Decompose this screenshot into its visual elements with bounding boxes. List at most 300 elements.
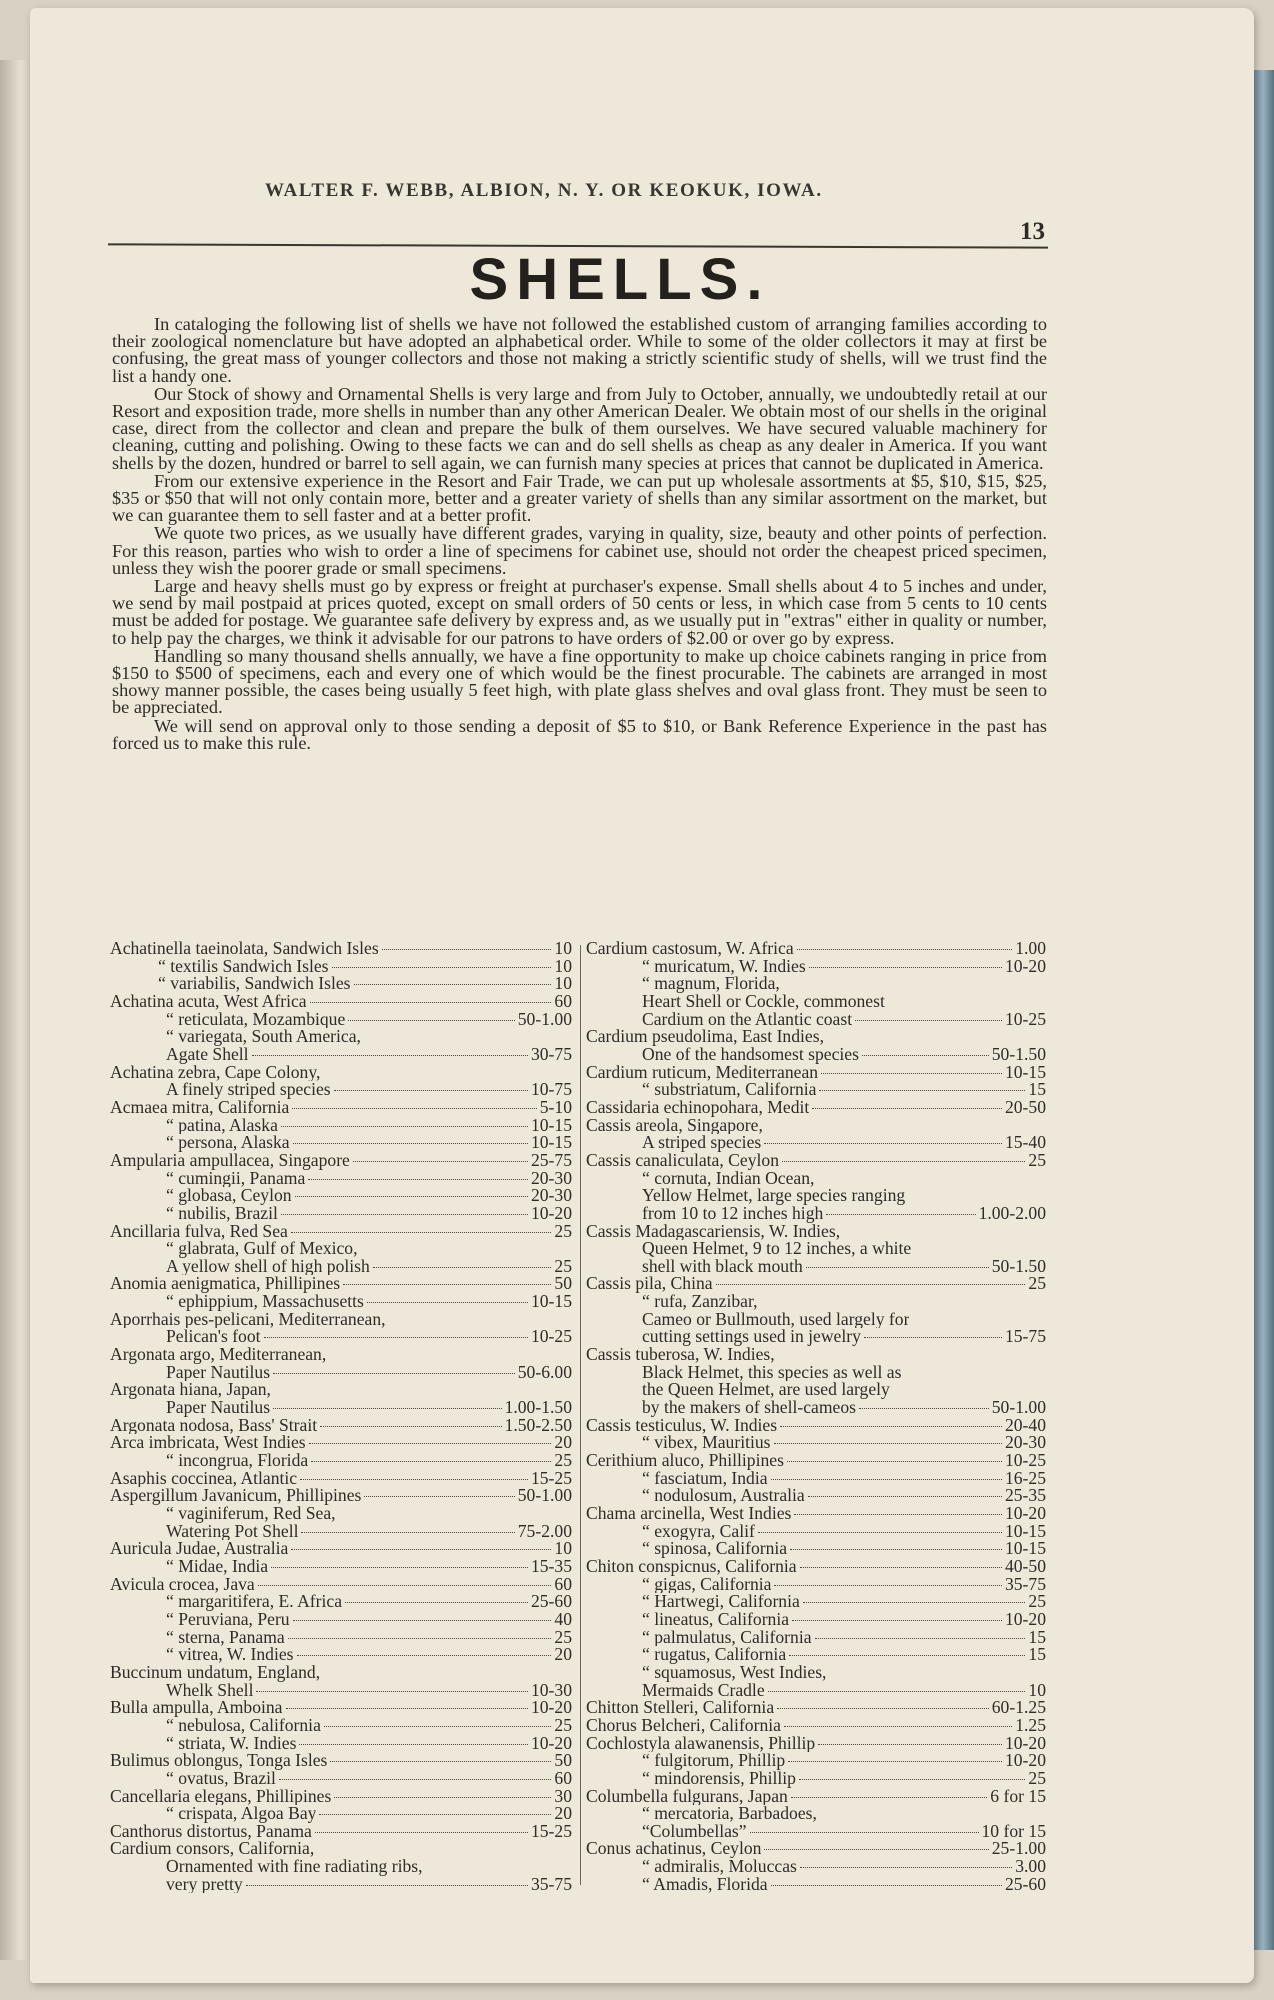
dot-leader bbox=[348, 1019, 514, 1021]
price-list-entry bbox=[110, 1399, 572, 1417]
species-name: Cassis tuberosa, W. Indies, bbox=[586, 1346, 775, 1364]
price: 15-25 bbox=[530, 1467, 572, 1488]
dot-leader bbox=[826, 1213, 975, 1215]
species-name: Avicula crocea, Java bbox=[110, 1575, 255, 1594]
price-list-entry bbox=[586, 1364, 1046, 1382]
intro-paragraph: We quote two prices, as we usually have different grades, varying in quality, size, beauty and other points of perfection. For this reason, parties who wish to order a line of specimens for cabinet use, should not order the cheapest priced specimen, unless they wish the poorer grade or small specimens. bbox=[112, 523, 1047, 578]
price-list-entry bbox=[586, 1223, 1046, 1241]
price-list-entry bbox=[586, 940, 1046, 958]
species-name: Bulimus oblongus, Tonga Isles bbox=[110, 1752, 328, 1770]
dot-leader bbox=[789, 1654, 1025, 1656]
species-name: Yellow Helmet, large species ranging bbox=[642, 1187, 906, 1205]
species-name: “ variegata, South America, bbox=[166, 1028, 361, 1046]
price-list-entry bbox=[586, 1149, 1046, 1170]
price: 50-1.00 bbox=[517, 1485, 572, 1506]
price-list-entry bbox=[586, 1540, 1046, 1558]
species-name: Conus achatinus, Ceylon bbox=[586, 1840, 762, 1859]
species-name: “ Peruviana, Peru bbox=[166, 1610, 290, 1629]
price-list-entry bbox=[110, 1452, 572, 1470]
price-list-entry bbox=[110, 1240, 572, 1258]
intro-paragraph: Handling so many thousand shells annually, we have a fine opportunity to make up choice cabinets ranging in price from $150 to $500 of specimens, each and every one of which would be the finest procurable. The cabinets are arranged in most showy manner possible, the cases being usually 5 feet high, with plate glass shelves and oval glass front. They must be seen to be appreciated. bbox=[112, 645, 1047, 718]
price: 15-25 bbox=[530, 1820, 572, 1841]
price-list-entry bbox=[110, 1328, 572, 1346]
species-name: “ gigas, California bbox=[642, 1575, 772, 1594]
species-name: “ mindorensis, Phillip bbox=[642, 1769, 796, 1788]
price: 5-10 bbox=[539, 1096, 572, 1117]
price-list-entry bbox=[586, 1767, 1046, 1788]
dot-leader bbox=[300, 1478, 528, 1480]
dot-leader bbox=[812, 1107, 1002, 1109]
price-list-entry bbox=[110, 1840, 572, 1858]
price: 50-6.00 bbox=[517, 1361, 572, 1382]
price-list-entry bbox=[110, 1873, 572, 1894]
species-name: “ lineatus, California bbox=[642, 1610, 790, 1629]
species-name: “Columbellas” bbox=[642, 1822, 747, 1841]
intro-text bbox=[112, 316, 1047, 753]
price-list-entry bbox=[586, 1275, 1046, 1293]
price: 50-1.50 bbox=[991, 1043, 1046, 1064]
price-list-entry bbox=[586, 1555, 1046, 1576]
dot-leader bbox=[750, 1831, 979, 1833]
dot-leader bbox=[252, 1054, 528, 1056]
species-name: Black Helmet, this species as well as bbox=[642, 1363, 902, 1382]
price-list-entry bbox=[110, 990, 572, 1011]
price: 10-20 bbox=[530, 1697, 572, 1718]
dot-leader bbox=[800, 1866, 1012, 1868]
price-list-entry bbox=[110, 1361, 572, 1382]
dot-leader bbox=[784, 1725, 1012, 1727]
price: 25 bbox=[1028, 1149, 1046, 1170]
price-list-entry bbox=[586, 1293, 1046, 1311]
price-list-entry bbox=[110, 1149, 572, 1170]
dot-leader bbox=[291, 1548, 551, 1550]
dot-leader bbox=[332, 966, 552, 968]
dot-leader bbox=[771, 1884, 1002, 1886]
species-name: shell with black mouth bbox=[642, 1257, 803, 1276]
price-list-entry bbox=[586, 1732, 1046, 1753]
species-name: Cardium pseudolima, East Indies, bbox=[586, 1028, 824, 1046]
price-list-entry bbox=[586, 1505, 1046, 1523]
dot-leader bbox=[782, 1160, 1025, 1162]
price-list-entry bbox=[586, 1820, 1046, 1841]
price-list-entry bbox=[586, 1646, 1046, 1664]
species-name: Chorus Belcheri, California bbox=[586, 1716, 781, 1735]
species-name: Buccinum undatum, England, bbox=[110, 1663, 321, 1682]
column-divider bbox=[580, 945, 581, 1885]
dot-leader bbox=[788, 1760, 1002, 1762]
price: 10-15 bbox=[530, 1291, 572, 1312]
price: 20-30 bbox=[530, 1185, 572, 1206]
dot-leader bbox=[855, 1019, 1002, 1021]
species-name: Cardium consors, California, bbox=[110, 1840, 315, 1859]
species-name: “ glabrata, Gulf of Mexico, bbox=[166, 1240, 358, 1258]
previous-page-edge bbox=[0, 60, 34, 1960]
price-list-entry bbox=[110, 1043, 572, 1064]
species-name: Cassis areola, Singapore, bbox=[586, 1116, 763, 1135]
price: 75-2.00 bbox=[517, 1520, 572, 1541]
species-name: Argonata argo, Mediterranean, bbox=[110, 1346, 327, 1364]
species-name: “ vibex, Mauritius bbox=[642, 1434, 771, 1453]
dot-leader bbox=[324, 1725, 552, 1727]
species-name: Ornamented with fine radiating ribs, bbox=[166, 1858, 423, 1876]
price: 10-30 bbox=[530, 1679, 572, 1700]
species-name: Cassis testiculus, W. Indies bbox=[586, 1416, 778, 1435]
dot-leader bbox=[299, 1743, 527, 1745]
species-name: Cassis pila, China bbox=[586, 1275, 713, 1294]
price-list-entry bbox=[586, 1043, 1046, 1064]
price-list-entry bbox=[586, 1328, 1046, 1346]
species-name: Aporrhais pes-pelicani, Mediterranean, bbox=[110, 1310, 386, 1329]
price-list-entry bbox=[586, 1752, 1046, 1770]
price: 20-30 bbox=[530, 1167, 572, 1188]
price-list-entry bbox=[110, 1255, 572, 1276]
price-list-entry bbox=[586, 1679, 1046, 1700]
dot-leader bbox=[797, 948, 1013, 950]
price: 25 bbox=[554, 1255, 572, 1276]
dot-leader bbox=[790, 1548, 1002, 1550]
price-list-entry bbox=[586, 1096, 1046, 1117]
price-list-entry bbox=[586, 1346, 1046, 1364]
price-list-entry bbox=[586, 1520, 1046, 1541]
dot-leader bbox=[771, 1478, 1002, 1480]
price-list-entry bbox=[586, 1714, 1046, 1735]
price: 10-20 bbox=[1004, 1608, 1046, 1629]
species-name: “ nodulosum, Australia bbox=[642, 1487, 805, 1505]
price: 25-60 bbox=[530, 1591, 572, 1612]
price-list-entry bbox=[110, 1767, 572, 1788]
price-list-entry bbox=[110, 1346, 572, 1364]
price-list-entry bbox=[110, 1555, 572, 1576]
running-head: WALTER F. WEBB, ALBION, N. Y. OR KEOKUK, IOWA. bbox=[265, 180, 823, 201]
dot-leader bbox=[271, 1566, 528, 1568]
dot-leader bbox=[764, 1848, 988, 1850]
price: 15 bbox=[1028, 1644, 1046, 1665]
price: 50 bbox=[554, 1273, 572, 1294]
species-name: “ textilis Sandwich Isles bbox=[158, 957, 329, 976]
dot-leader bbox=[864, 1336, 1002, 1338]
species-name: Auricula Judae, Australia bbox=[110, 1540, 289, 1558]
species-name: Acmaea mitra, California bbox=[110, 1098, 290, 1117]
price-list-entry bbox=[110, 1434, 572, 1452]
price: 10-15 bbox=[530, 1132, 572, 1153]
dot-leader bbox=[343, 1283, 551, 1285]
price: 25 bbox=[554, 1714, 572, 1735]
species-name: Cassis Madagascariensis, W. Indies, bbox=[586, 1222, 841, 1241]
dot-leader bbox=[777, 1707, 989, 1709]
dot-leader bbox=[279, 1778, 551, 1780]
species-name: “ striata, W. Indies bbox=[166, 1734, 297, 1753]
price-list-entry bbox=[110, 1679, 572, 1700]
species-name: “ vaginiferum, Red Sea, bbox=[166, 1505, 336, 1523]
price-list-entry bbox=[586, 1311, 1046, 1329]
species-name: Whelk Shell bbox=[166, 1681, 254, 1700]
price-list-entry bbox=[586, 1467, 1046, 1488]
price-list-entry bbox=[586, 1487, 1046, 1505]
species-name: “ squamosus, West Indies, bbox=[642, 1663, 827, 1682]
intro-paragraph: In cataloging the following list of shells we have not followed the established custom of arranging families according to their zoological nomenclature but have adopted an alphabetical order. While to some of the older collectors it may at first be confusing, the great mass of younger collectors and those not making a strictly scientific study of shells, will we trust find the list a handy one. bbox=[112, 314, 1047, 386]
price-list-right-column bbox=[586, 940, 1046, 1893]
price-list-entry bbox=[110, 1520, 572, 1541]
species-name: Anomia aenigmatica, Phillipines bbox=[110, 1275, 341, 1294]
species-name: One of the handsomest species bbox=[642, 1045, 859, 1064]
species-name: “ variabilis, Sandwich Isles bbox=[158, 975, 351, 993]
species-name: Mermaids Cradle bbox=[642, 1681, 765, 1700]
price: 25 bbox=[1028, 1273, 1046, 1294]
dot-leader bbox=[859, 1407, 989, 1409]
price: 60-1.25 bbox=[991, 1697, 1046, 1718]
species-name: “ palmulatus, California bbox=[642, 1628, 812, 1647]
price: 10-15 bbox=[1004, 1520, 1046, 1541]
price: 25 bbox=[1028, 1767, 1046, 1788]
price: 10-25 bbox=[1004, 1450, 1046, 1471]
price-list-entry bbox=[110, 1752, 572, 1770]
dot-leader bbox=[293, 1619, 552, 1621]
price: 25-60 bbox=[1004, 1873, 1046, 1894]
price-list-entry bbox=[586, 1573, 1046, 1594]
price: 15 bbox=[1028, 1626, 1046, 1647]
species-name: “ patina, Alaska bbox=[166, 1116, 278, 1135]
dot-leader bbox=[716, 1283, 1026, 1285]
price-list-entry bbox=[586, 1240, 1046, 1258]
species-name: “ mercatoria, Barbadoes, bbox=[642, 1805, 817, 1823]
price-list-entry bbox=[110, 1414, 572, 1435]
price-list-entry bbox=[586, 1008, 1046, 1029]
price: 25-1.00 bbox=[991, 1838, 1046, 1859]
page-title: SHELLS. bbox=[469, 247, 771, 312]
price-list-entry bbox=[110, 1785, 572, 1806]
price-list-entry bbox=[110, 1220, 572, 1241]
species-name: A yellow shell of high polish bbox=[166, 1257, 370, 1276]
dot-leader bbox=[821, 1072, 1002, 1074]
dot-leader bbox=[258, 1584, 552, 1586]
price-list-entry bbox=[110, 1608, 572, 1629]
price-list-entry bbox=[586, 1434, 1046, 1452]
intro-paragraph: Large and heavy shells must go by express or freight at purchaser's expense. Small shells about 4 to 5 inches and under, we send by mail postpaid at prices quoted, except on small orders of 50 cents or less, in which case from 5 cents to 10 cents must be added for postage. We guarantee safe delivery by express and, as we usually put in "extras" either in quality or number, to help pay the charges, we think it advisable for our patrons to have orders of $2.00 or over go by express. bbox=[112, 576, 1047, 648]
price: 30 bbox=[554, 1785, 572, 1806]
dot-leader bbox=[295, 1195, 528, 1197]
dot-leader bbox=[808, 1495, 1002, 1497]
species-name: from 10 to 12 inches high bbox=[642, 1204, 824, 1223]
dot-leader bbox=[787, 1460, 1002, 1462]
dot-leader bbox=[345, 1601, 528, 1603]
price-list-entry bbox=[110, 1858, 572, 1876]
price: 1.00 bbox=[1015, 938, 1046, 958]
price: 20-50 bbox=[1004, 1096, 1046, 1117]
price-list-entry bbox=[110, 975, 572, 993]
species-name: cutting settings used in jewelry bbox=[642, 1328, 861, 1347]
price-list-entry bbox=[586, 1664, 1046, 1682]
price-list-entry bbox=[586, 1873, 1046, 1894]
species-name: “ globasa, Ceylon bbox=[166, 1187, 292, 1205]
species-name: Watering Pot Shell bbox=[166, 1522, 299, 1541]
dot-leader bbox=[774, 1442, 1002, 1444]
price-list-entry bbox=[586, 1134, 1046, 1152]
dot-leader bbox=[293, 1142, 528, 1144]
price: 1.00-1.50 bbox=[504, 1397, 572, 1418]
dot-leader bbox=[794, 1513, 1002, 1515]
price-list-entry bbox=[110, 1275, 572, 1293]
species-name: Asaphis coccinea, Atlantic bbox=[110, 1469, 298, 1488]
species-name: Cardium on the Atlantic coast bbox=[642, 1010, 853, 1029]
price: 10-25 bbox=[530, 1326, 572, 1347]
price-list-entry bbox=[586, 1452, 1046, 1470]
dot-leader bbox=[288, 1637, 552, 1639]
price: 50 bbox=[554, 1750, 572, 1771]
dot-leader bbox=[364, 1495, 514, 1497]
dot-leader bbox=[800, 1566, 1002, 1568]
price-list-entry bbox=[586, 993, 1046, 1011]
species-name: “ vitrea, W. Indies bbox=[166, 1646, 294, 1664]
species-name: Heart Shell or Cockle, commonest bbox=[642, 992, 885, 1011]
species-name: Achatina acuta, West Africa bbox=[110, 992, 307, 1011]
species-name: “ Midae, India bbox=[166, 1557, 269, 1576]
price: 40 bbox=[554, 1608, 572, 1629]
price-list-entry bbox=[586, 1840, 1046, 1858]
species-name: “ admiralis, Moluccas bbox=[642, 1858, 797, 1876]
price-list-entry bbox=[110, 1381, 572, 1399]
species-name: “ fulgitorum, Phillip bbox=[642, 1752, 786, 1770]
price: 10-20 bbox=[1004, 955, 1046, 976]
intro-paragraph: From our extensive experience in the Resort and Fair Trade, we can put up wholesale assortments at $5, $10, $15, $25, $35 or $50 that will not only contain more, better and a greater variety of shells than any similar assortment on the market, but we can guarantee them to sell faster and at a better profit. bbox=[112, 470, 1047, 526]
dot-leader bbox=[354, 983, 552, 985]
price-list-entry bbox=[586, 1593, 1046, 1611]
price: 10 bbox=[1028, 1679, 1046, 1700]
price-list-entry bbox=[586, 1170, 1046, 1188]
price: 40-50 bbox=[1004, 1555, 1046, 1576]
price-list-entry bbox=[110, 1593, 572, 1611]
species-name: Queen Helmet, 9 to 12 inches, a white bbox=[642, 1240, 912, 1258]
species-name: Aspergillum Javanicum, Phillipines bbox=[110, 1487, 362, 1505]
price: 16-25 bbox=[1004, 1467, 1046, 1488]
species-name: Ampularia ampullacea, Singapore bbox=[110, 1151, 350, 1170]
dot-leader bbox=[273, 1372, 515, 1374]
price-list-entry bbox=[586, 1626, 1046, 1647]
dot-leader bbox=[291, 1231, 552, 1233]
species-name: Cochlostyla alawanensis, Phillip bbox=[586, 1734, 816, 1753]
price: 15-75 bbox=[1004, 1326, 1046, 1347]
price: 50-1.00 bbox=[991, 1397, 1046, 1418]
price: 20 bbox=[554, 1644, 572, 1665]
dot-leader bbox=[382, 948, 552, 950]
price-list-entry bbox=[586, 1414, 1046, 1435]
price: 20 bbox=[554, 1432, 572, 1453]
species-name: Pelican's foot bbox=[166, 1328, 261, 1347]
dot-leader bbox=[315, 1831, 528, 1833]
price-list-entry bbox=[110, 1064, 572, 1082]
price-list-entry bbox=[586, 1061, 1046, 1082]
price: 3.00 bbox=[1015, 1856, 1046, 1877]
species-name: Columbella fulgurans, Japan bbox=[586, 1787, 788, 1806]
price: 10-20 bbox=[1004, 1750, 1046, 1771]
price: 10 bbox=[554, 1538, 572, 1559]
species-name: Arca imbricata, West Indies bbox=[110, 1434, 306, 1453]
price: 10-20 bbox=[530, 1732, 572, 1753]
dot-leader bbox=[862, 1054, 989, 1056]
price: 10-25 bbox=[1004, 1008, 1046, 1029]
price-list-entry bbox=[110, 1293, 572, 1311]
price: 20-40 bbox=[1004, 1414, 1046, 1435]
price-list-entry bbox=[110, 1573, 572, 1594]
price-list-entry bbox=[110, 1134, 572, 1152]
species-name: “ spinosa, California bbox=[642, 1540, 788, 1558]
price: 35-75 bbox=[1004, 1573, 1046, 1594]
blue-cover-edge bbox=[1252, 70, 1274, 1950]
species-name: Cardium ruticum, Mediterranean bbox=[586, 1063, 819, 1082]
species-name: “ exogyra, Calif bbox=[642, 1522, 755, 1541]
price-list-entry bbox=[110, 1167, 572, 1188]
price-list-entry bbox=[586, 1187, 1046, 1205]
price-list-entry bbox=[110, 1081, 572, 1099]
price: 15-40 bbox=[1004, 1132, 1046, 1153]
price-list-entry bbox=[586, 1255, 1046, 1276]
price-list-entry bbox=[586, 1381, 1046, 1399]
price-list-entry bbox=[110, 1467, 572, 1488]
species-name: “ rugatus, California bbox=[642, 1646, 787, 1664]
species-name: Ancillaria fulva, Red Sea bbox=[110, 1222, 288, 1241]
species-name: by the makers of shell-cameos bbox=[642, 1399, 856, 1417]
price-list-entry bbox=[586, 1028, 1046, 1046]
price: 25 bbox=[1028, 1591, 1046, 1612]
dot-leader bbox=[799, 1778, 1025, 1780]
price-list-entry bbox=[586, 1858, 1046, 1876]
species-name: Chiton conspicnus, California bbox=[586, 1557, 797, 1576]
dot-leader bbox=[809, 966, 1002, 968]
species-name: “ Hartwegi, California bbox=[642, 1593, 800, 1611]
species-name: Cancellaria elegans, Phillipines bbox=[110, 1787, 332, 1806]
dot-leader bbox=[281, 1213, 528, 1215]
species-name: A finely striped species bbox=[166, 1081, 331, 1099]
species-name: Cameo or Bullmouth, used largely for bbox=[642, 1310, 910, 1329]
dot-leader bbox=[803, 1601, 1026, 1603]
price-list-entry bbox=[586, 1805, 1046, 1823]
dot-leader bbox=[319, 1813, 551, 1815]
price-list-entry bbox=[110, 1505, 572, 1523]
species-name: Chitton Stelleri, California bbox=[586, 1699, 775, 1717]
dot-leader bbox=[297, 1654, 552, 1656]
species-name: Paper Nautilus bbox=[166, 1363, 271, 1382]
price: 10-20 bbox=[1004, 1503, 1046, 1523]
dot-leader bbox=[273, 1407, 501, 1409]
price-list-entry bbox=[110, 1805, 572, 1823]
price: 10-15 bbox=[1004, 1538, 1046, 1559]
species-name: “ cumingii, Panama bbox=[166, 1169, 306, 1188]
price: 20 bbox=[554, 1803, 572, 1824]
price-list-entry bbox=[110, 1646, 572, 1664]
price: 10 for 15 bbox=[981, 1820, 1046, 1841]
species-name: the Queen Helmet, are used largely bbox=[642, 1381, 890, 1400]
price-list-entry bbox=[110, 1114, 572, 1135]
dot-leader bbox=[806, 1266, 989, 1268]
price-list-entry bbox=[586, 1202, 1046, 1223]
price-list-entry bbox=[110, 1714, 572, 1735]
dot-leader bbox=[330, 1760, 551, 1762]
species-name: A striped species bbox=[642, 1134, 762, 1152]
species-name: “ Amadis, Florida bbox=[642, 1875, 768, 1894]
price: 60 bbox=[554, 1767, 572, 1788]
price-list-entry bbox=[110, 940, 572, 958]
dot-leader bbox=[353, 1160, 528, 1162]
dot-leader bbox=[334, 1796, 551, 1798]
price-list-entry bbox=[110, 1626, 572, 1647]
price-list-entry bbox=[110, 955, 572, 976]
species-name: Canthorus distortus, Panama bbox=[110, 1822, 312, 1841]
dot-leader bbox=[818, 1743, 1002, 1745]
price-list-entry bbox=[110, 1187, 572, 1205]
price-list-entry bbox=[110, 1202, 572, 1223]
price-list-entry bbox=[110, 1487, 572, 1505]
price: 10 bbox=[554, 955, 572, 976]
price: 20-30 bbox=[1004, 1432, 1046, 1453]
